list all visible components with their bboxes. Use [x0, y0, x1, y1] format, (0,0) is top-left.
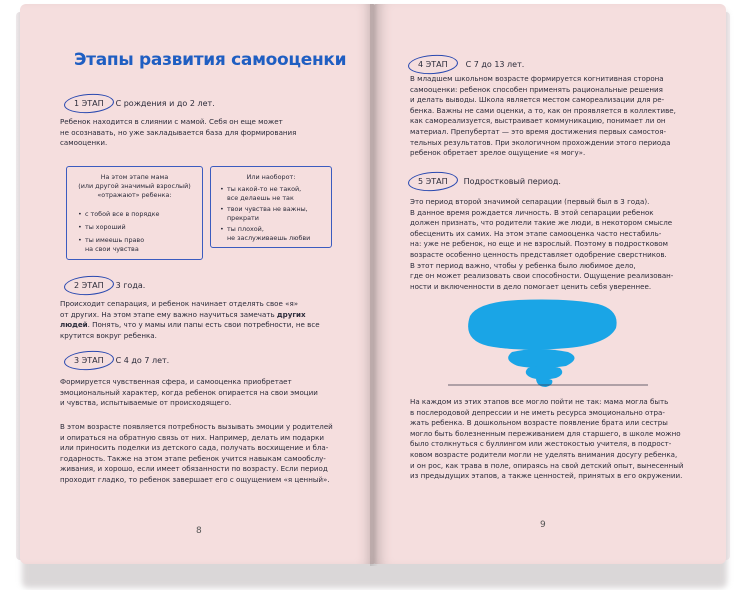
- stage-4-tag: 4 ЭТАП: [412, 58, 454, 71]
- text-line: Или наоборот:: [246, 173, 296, 181]
- text-line: бенка. Важны не сами оценки, а то, как он проявляется в коллективе,: [410, 105, 676, 115]
- text-line: проходит гладко, то ребенок завершает его с ощущением «я ценный».: [60, 474, 330, 484]
- stone-large: [468, 300, 616, 350]
- text-line: живания, и хорошо, если имеет обязанности по возрасту. Если период: [60, 464, 328, 474]
- text-line: в послеродовой депрессии и не иметь ресурса эмоционально отра-: [410, 407, 665, 417]
- stage-3-label: С 4 до 7 лет.: [115, 356, 170, 365]
- text-line: как самореализуется, выстраивает коммуникацию, понимает ли он: [410, 116, 666, 126]
- stage-1-paragraph: [60, 117, 335, 149]
- stage-5-tag: 5 ЭТАП: [412, 175, 454, 188]
- text-line: • ты хороший: [85, 223, 126, 231]
- stage-2-heading: [68, 279, 145, 292]
- text-line: • ты какой-то не такой,: [227, 185, 302, 193]
- text-line: [60, 320, 340, 331]
- text-line: все делаешь не так: [227, 194, 294, 202]
- stage-5-paragraph: [410, 197, 692, 292]
- bold-span: людей: [60, 320, 88, 330]
- stage-1-label: С рождения и до 2 лет.: [115, 99, 215, 108]
- text-line: возрасте особенно ценность представляет одобрение сверстников.: [410, 249, 667, 259]
- text-line: на: уже не ребенок, но еще и не взрослый. Поэтому в подростковом: [410, 239, 668, 249]
- stage-2-paragraph: [60, 299, 340, 341]
- text-line: годарность. Также на этом этапе ребенок учится навыкам самообслу-: [60, 453, 326, 463]
- text-line: В этом возрасте появляется потребность вызывать эмоции у родителей: [60, 422, 333, 431]
- stage-5-label: Подростковый период.: [463, 177, 561, 186]
- bold-span: других: [276, 309, 306, 319]
- book-spine: [370, 4, 378, 566]
- list-item: [85, 210, 159, 219]
- box-positive-reflection: [66, 166, 203, 260]
- text-line: • ты имеешь право: [85, 236, 145, 244]
- page-number-left: 8: [196, 526, 202, 536]
- stage-1-heading: [68, 97, 215, 110]
- stage-2-label: 3 года.: [115, 281, 146, 290]
- stage-3-paragraph: [60, 377, 340, 409]
- text-span: . Понять, что у мамы или папы есть свои потребности, не все: [87, 320, 320, 330]
- stage-4-heading: [412, 58, 524, 71]
- list-item: [85, 223, 126, 232]
- text-line: и он рос, как трава в поле, опираясь на свой детский опыт, вынесенный: [410, 460, 684, 470]
- text-line: Это период второй значимой сепарации (первый был в 3 года).: [410, 197, 650, 206]
- text-line: На этом этапе мама: [100, 173, 169, 181]
- text-line: В младшем школьном возрасте формируется когнитивная сторона: [410, 74, 664, 83]
- text-line: В данное время рождается личность. В этой сепарации ребенок: [410, 207, 654, 217]
- stage-5-heading: [412, 175, 561, 188]
- stage-1-tag: 1 ЭТАП: [68, 97, 110, 110]
- stone-middle: [508, 349, 574, 368]
- text-line: было столкнуться с буллингом или жестокостью учителя, в подрост-: [410, 439, 672, 449]
- text-line: должен признать, что родители такие же люди, в некотором смысле: [410, 218, 673, 228]
- list-item: [85, 236, 144, 254]
- text-line: прекрати: [227, 214, 259, 222]
- text-line: где он может реализовать свои способности. Ощущение реализован-: [410, 271, 674, 281]
- text-line: «отражают» ребенка:: [97, 191, 172, 199]
- stage-3-heading: [68, 354, 169, 367]
- text-line: на свои чувства: [85, 245, 139, 253]
- text-line: жать ребенка. В дошкольном возрасте появление брата или сестры: [410, 418, 668, 428]
- text-line: ности и включенности в дело помогает ценить себя увереннее.: [410, 281, 652, 291]
- text-line: ребенок обретает зрелое ощущение «я могу».: [410, 148, 586, 158]
- text-line: и делать выводы. Школа является местом самореализации для ре-: [410, 95, 665, 105]
- text-line: На каждом из этих этапов все могло пойти не так: мама могла быть: [410, 397, 669, 406]
- page-number-right: 9: [540, 520, 546, 530]
- stage-4-label: С 7 до 13 лет.: [465, 60, 525, 69]
- text-line: самооценки: ребенок способен применять рациональные решения: [410, 84, 663, 94]
- list-item: [227, 205, 308, 223]
- stage-4-paragraph: [410, 74, 692, 159]
- stacked-stones-illustration: [448, 296, 648, 388]
- stage-3-paragraph-2: [60, 422, 345, 486]
- stage-3-tag: 3 ЭТАП: [68, 354, 110, 367]
- list-item: [227, 225, 310, 243]
- list-item: [227, 185, 301, 203]
- box-positive-head: [67, 173, 202, 200]
- text-line: ковом возрасте родители могли не уделять внимания досугу ребенка,: [410, 449, 678, 459]
- text-line: Происходит сепарация, и ребенок начинает отделять свое «я»: [60, 299, 299, 308]
- text-line: материал. Препубертат — это время достижения первых самостоя-: [410, 126, 667, 136]
- text-line: [60, 310, 340, 321]
- text-line: самооценки.: [60, 138, 108, 148]
- conclusion-paragraph: [410, 397, 694, 482]
- stone-bottom: [536, 378, 552, 387]
- text-line: не заслуживаешь любви: [227, 234, 311, 242]
- text-line: из предыдущих этапов, а также ценностей, принятых в его окружении.: [410, 471, 683, 481]
- text-line: • с тобой все в порядке: [85, 210, 160, 218]
- text-line: и чувства, испытываемые от происходящего.: [60, 398, 232, 408]
- text-line: Формируется чувственная сфера, и самооценка приобретает: [60, 377, 292, 386]
- box-negative-reflection: [210, 166, 332, 248]
- text-line: • ты плохой,: [227, 225, 264, 233]
- text-line: Ребенок находится в слиянии с мамой. Себя он еще может: [60, 117, 283, 126]
- text-line: (или другой значимый взрослый): [78, 182, 191, 190]
- text-line: и опираться на обратную связь от них. Например, делать им подарки: [60, 432, 324, 442]
- text-line: эмоциональный характер, когда ребенок опирается на свои эмоции: [60, 387, 318, 397]
- text-line: не осознавать, но уже закладывается база для формирования: [60, 127, 297, 137]
- text-line: обесценить их самих. На этом этапе самооценка часто нестабиль-: [410, 228, 662, 238]
- text-line: или приносить поделки из детского сада, получать восхищение и бла-: [60, 443, 329, 453]
- stage-2-tag: 2 ЭТАП: [68, 279, 110, 292]
- stone-small: [526, 366, 563, 380]
- text-line: могло быть болезненным переживанием для старшего, в школе можно: [410, 428, 681, 438]
- text-span: от других. На этом этапе ему важно научиться замечать: [60, 309, 277, 319]
- text-line: тельных результатов. При экологичном прохождении этого периода: [410, 137, 671, 147]
- box-negative-head: [211, 173, 331, 182]
- text-line: крутится вокруг ребенка.: [60, 330, 157, 340]
- text-line: В этот период важно, чтобы у ребенка было любимое дело,: [410, 260, 636, 270]
- page-title: Этапы развития самооценки: [74, 50, 347, 70]
- text-line: • твои чувства не важны,: [227, 205, 308, 213]
